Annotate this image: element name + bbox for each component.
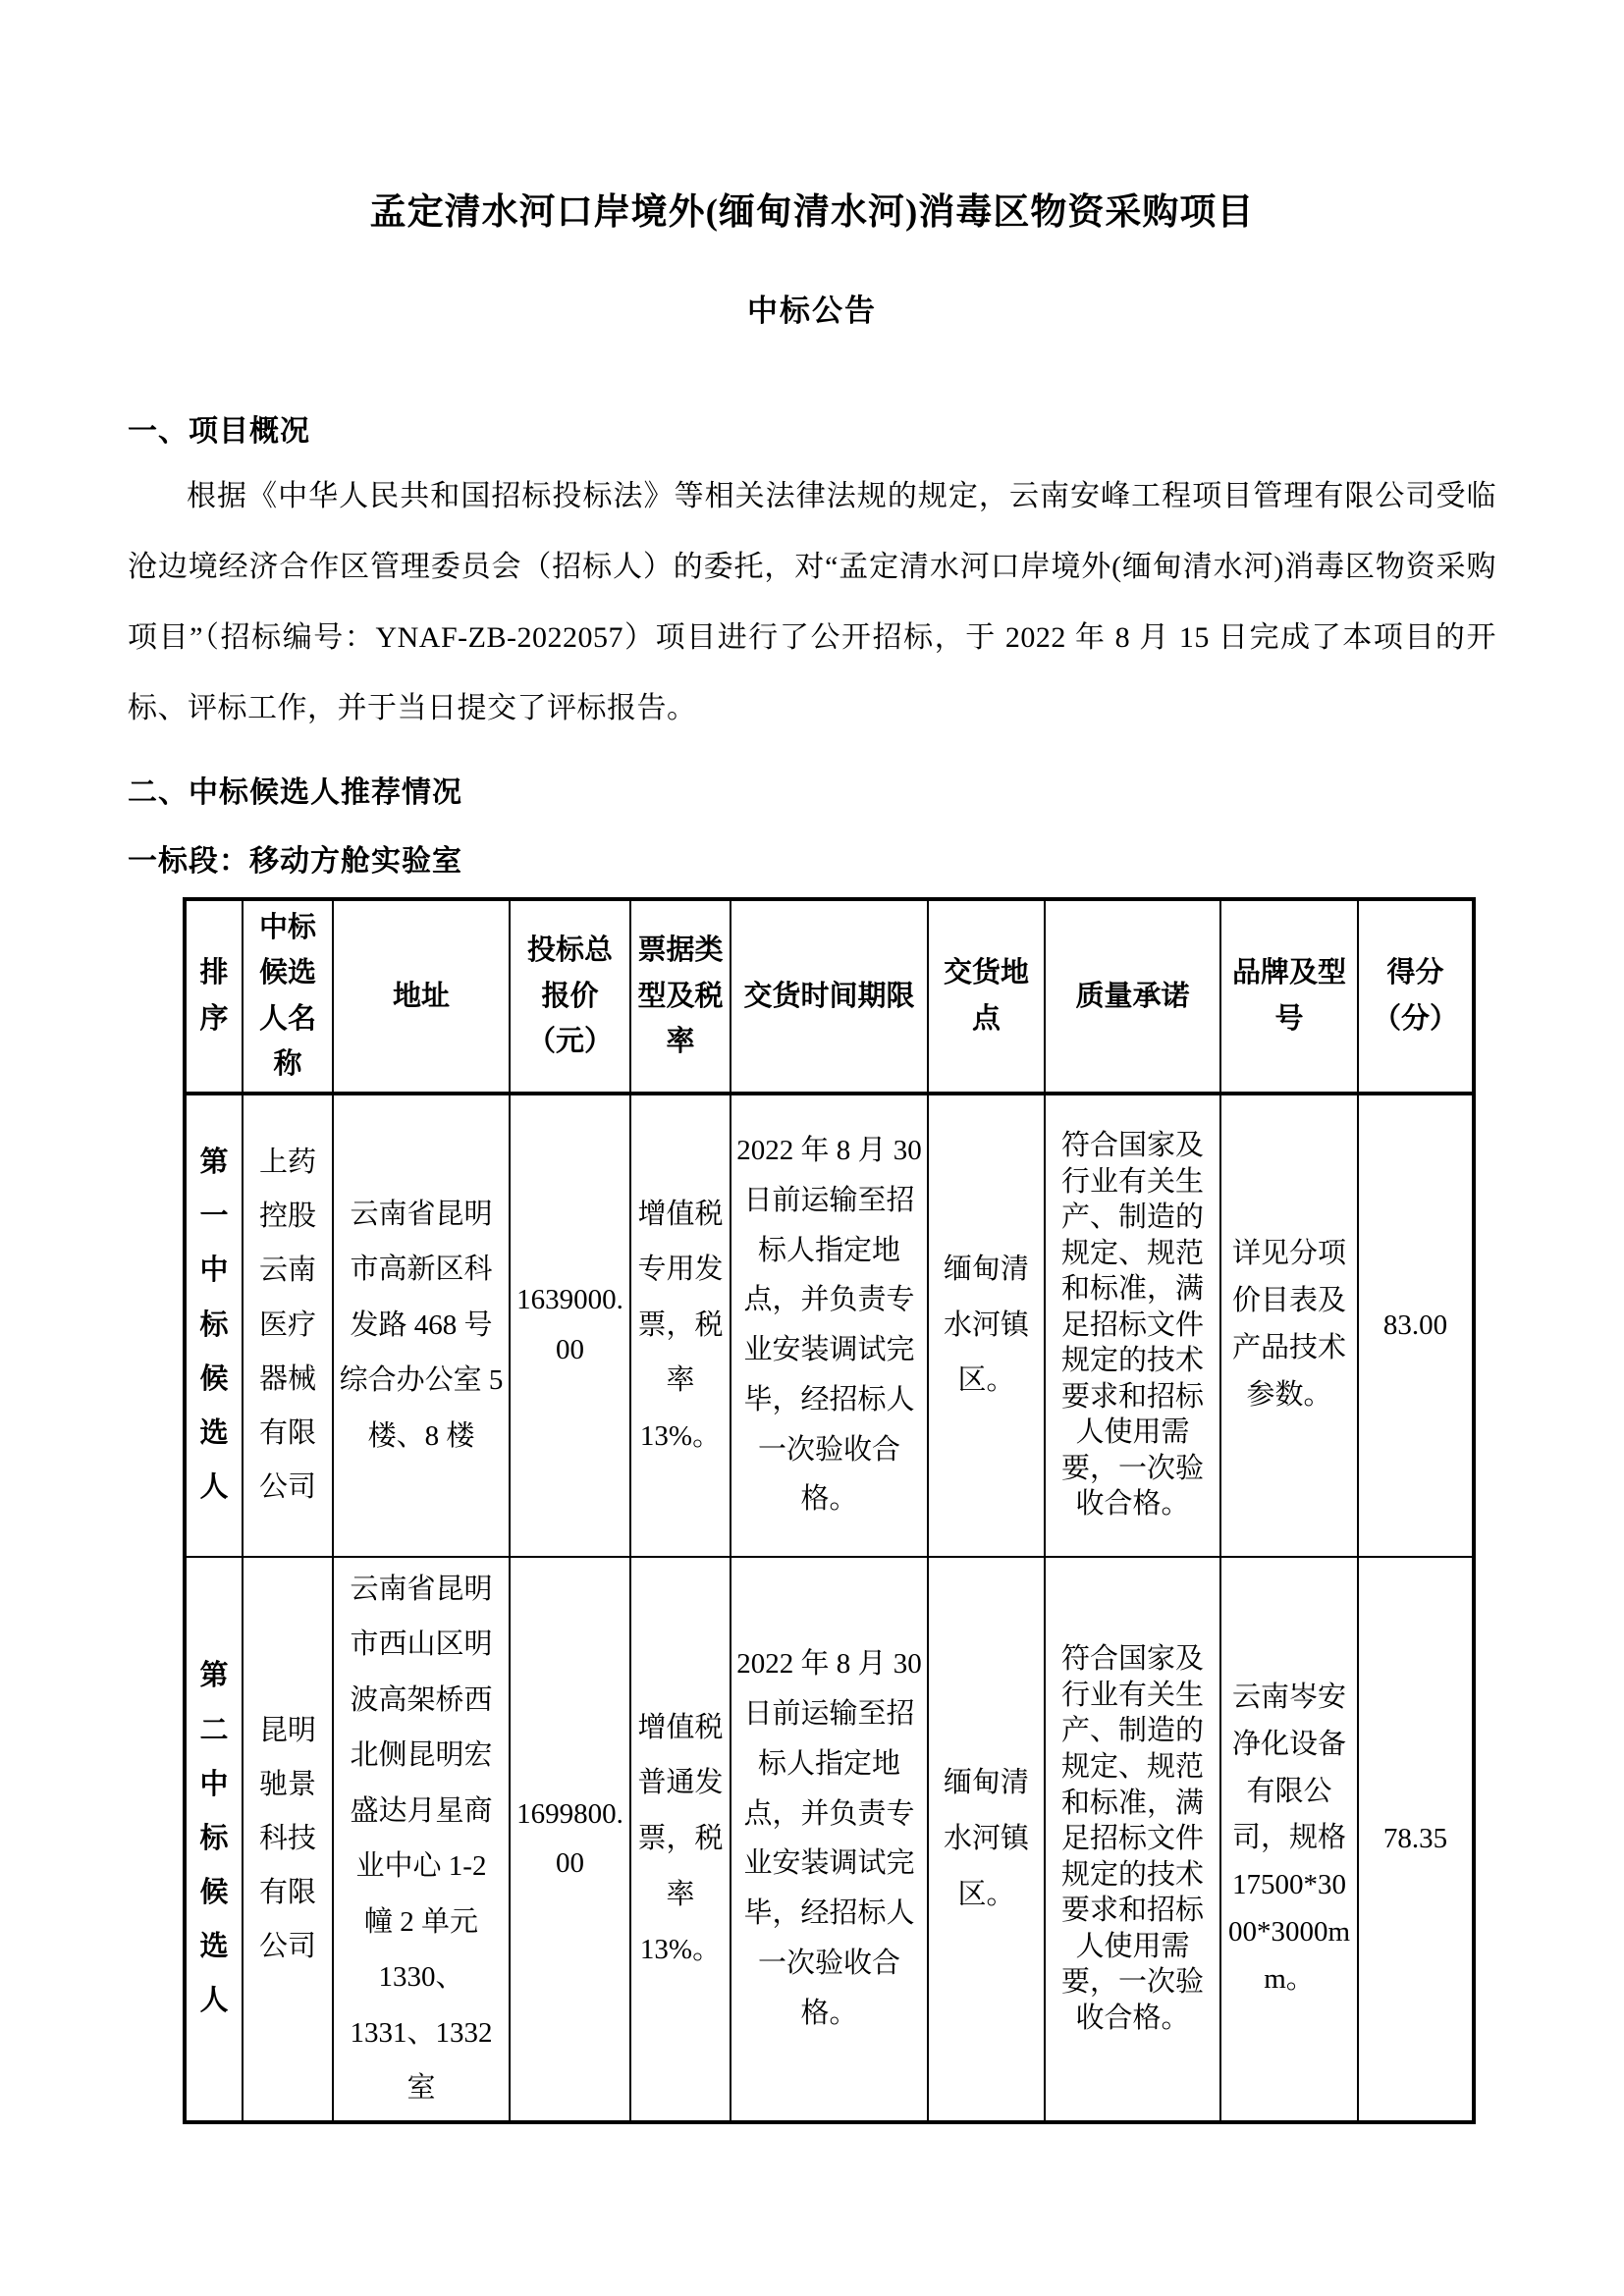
header-delivery-time: 交货时间期限: [731, 899, 928, 1094]
cell-address: 云南省昆明市高新区科发路 468 号综合办公室 5 楼、8 楼: [333, 1094, 510, 1557]
header-score: 得分（分）: [1358, 899, 1474, 1094]
document-subtitle: 中标公告: [747, 294, 877, 328]
cell-quality-commitment: 符合国家及行业有关生产、制造的规定、规范和标准，满足招标文件规定的技术要求和招标人使用需要，一次验收合格。: [1045, 1094, 1220, 1557]
cell-delivery-place: 缅甸清水河镇区。: [928, 1557, 1045, 2122]
cell-invoice-type: 增值税专用发票，税率 13%。: [630, 1094, 731, 1557]
header-brand-model: 品牌及型号: [1220, 899, 1358, 1094]
header-candidate-name: 中标候选人名称: [243, 899, 333, 1094]
section1-heading: 一、项目概况: [128, 415, 310, 448]
cell-candidate-name: 昆明驰景科技有限公司: [243, 1557, 333, 2122]
cell-rank: 第二中标候选人: [185, 1557, 243, 2122]
cell-bid-total: 1699800.00: [510, 1557, 630, 2122]
table-header-row: [185, 899, 1474, 1094]
cell-candidate-name: 上药控股云南医疗器械有限公司: [243, 1094, 333, 1557]
cell-delivery-time: 2022 年 8 月 30 日前运输至招标人指定地点，并负责专业安装调试完毕，经招标人一次验收合格。: [731, 1094, 928, 1557]
header-delivery-place: 交货地点: [928, 899, 1045, 1094]
cell-score: 78.35: [1358, 1557, 1474, 2122]
cell-bid-total: 1639000.00: [510, 1094, 630, 1557]
candidates-table: [183, 897, 1476, 2124]
cell-quality-commitment: 符合国家及行业有关生产、制造的规定、规范和标准，满足招标文件规定的技术要求和招标人使用需要，一次验收合格。: [1045, 1557, 1220, 2122]
header-address: 地址: [333, 899, 510, 1094]
header-quality-commitment: 质量承诺: [1045, 899, 1220, 1094]
lot-heading: 一标段：移动方舱实验室: [128, 845, 462, 878]
cell-delivery-time: 2022 年 8 月 30 日前运输至招标人指定地点，并负责专业安装调试完毕，经招标人一次验收合格。: [731, 1557, 928, 2122]
header-invoice-type: 票据类型及税率: [630, 899, 731, 1094]
header-bid-total: 投标总报价（元）: [510, 899, 630, 1094]
cell-address: 云南省昆明市西山区明波高架桥西北侧昆明宏盛达月星商业中心 1-2 幢 2 单元 1330、1331、1332 室: [333, 1557, 510, 2122]
table-row-first-candidate: [185, 1094, 1474, 1557]
document-title: 孟定清水河口岸境外(缅甸清水河)消毒区物资采购项目: [369, 192, 1255, 233]
cell-brand-model: 云南岑安净化设备有限公司，规格 17500*3000*3000mm。: [1220, 1557, 1358, 2122]
cell-rank: 第一中标候选人: [185, 1094, 243, 1557]
section1-paragraph: 根据《中华人民共和国招标投标法》等相关法律法规的规定，云南安峰工程项目管理有限公司受临沧边境经济合作区管理委员会（招标人）的委托，对“孟定清水河口岸境外(缅甸清水河)消毒区物资采购项目”（招标编号：YNAF-ZB-2022057）项目进行了公开招标，于 2022 年 8 月 15 日完成了本项目的开标、评标工作，并于当日提交了评标报告。: [128, 480, 1496, 724]
header-rank: 排序: [185, 899, 243, 1094]
table-row-second-candidate: [185, 1557, 1474, 2122]
cell-brand-model: 详见分项价目表及产品技术参数。: [1220, 1094, 1358, 1557]
cell-delivery-place: 缅甸清水河镇区。: [928, 1094, 1045, 1557]
section2-heading: 二、中标候选人推荐情况: [128, 776, 462, 809]
cell-score: 83.00: [1358, 1094, 1474, 1557]
cell-invoice-type: 增值税普通发票，税率 13%。: [630, 1557, 731, 2122]
